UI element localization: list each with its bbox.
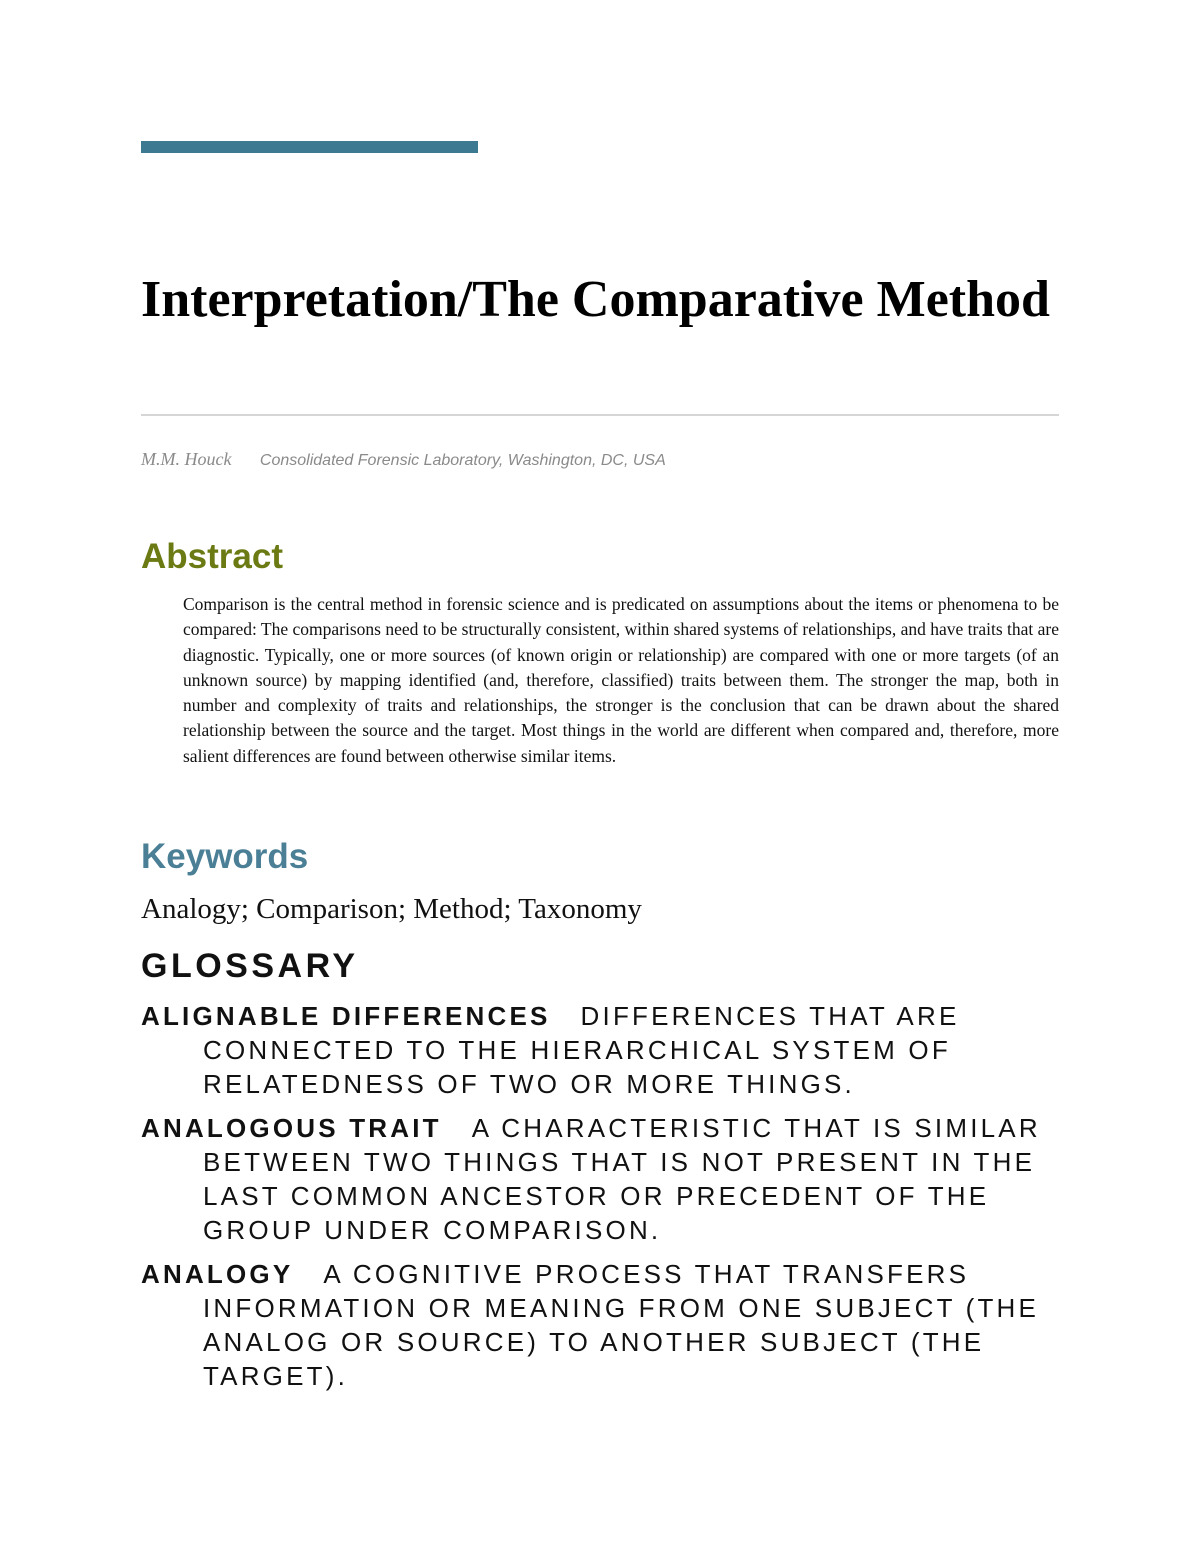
keywords-list: Analogy; Comparison; Method; Taxonomy bbox=[141, 893, 642, 925]
author-name: M.M. Houck bbox=[141, 449, 232, 469]
glossary-entry bbox=[141, 1257, 1041, 1393]
author-affiliation: Consolidated Forensic Laboratory, Washington, DC, USA bbox=[259, 452, 666, 469]
glossary-term: ANALOGOUS TRAIT bbox=[141, 1113, 442, 1143]
glossary-definition: A COGNITIVE PROCESS THAT TRANSFERS INFORMATION OR MEANING FROM ONE SUBJECT (THE ANALOG OR SOURCE) TO ANOTHER SUBJECT (THE TARGET). bbox=[203, 1259, 1040, 1391]
glossary-definition: A CHARACTERISTIC THAT IS SIMILAR BETWEEN TWO THINGS THAT IS NOT PRESENT IN THE LAST COMMON ANCESTOR OR PRECEDENT OF THE GROUP UNDER COMPARISON. bbox=[203, 1113, 1041, 1245]
glossary-heading: GLOSSARY bbox=[141, 947, 359, 985]
glossary-entry bbox=[141, 999, 1041, 1101]
author-line bbox=[141, 449, 666, 470]
keywords-heading: Keywords bbox=[141, 837, 309, 876]
header-accent-bar bbox=[141, 141, 478, 153]
article-title: Interpretation/The Comparative Method bbox=[141, 271, 1050, 328]
glossary-list bbox=[141, 999, 1041, 1403]
glossary-term: ALIGNABLE DIFFERENCES bbox=[141, 1001, 551, 1031]
abstract-heading: Abstract bbox=[141, 537, 283, 576]
glossary-entry bbox=[141, 1111, 1041, 1247]
glossary-definition: DIFFERENCES THAT ARE CONNECTED TO THE HIERARCHICAL SYSTEM OF RELATEDNESS OF TWO OR MORE THINGS. bbox=[203, 1001, 960, 1099]
abstract-text: Comparison is the central method in forensic science and is predicated on assumptions about the items or phenomena to be compared: The comparisons need to be structurally consistent, within shared systems of relationships, and have traits that are diagnostic. Typically, one or more sources (of known origin or relationship) are compared with one or more targets (of an unknown source) by mapping identified (and, therefore, classified) traits between them. The stronger the map, both in number and complexity of traits and relationships, the stronger is the conclusion that can be drawn about the shared relationship between the source and the target. Most things in the world are different when compared and, therefore, more salient differences are found between otherwise similar items. bbox=[183, 594, 1059, 766]
title-divider bbox=[141, 414, 1059, 416]
glossary-term: ANALOGY bbox=[141, 1259, 294, 1289]
